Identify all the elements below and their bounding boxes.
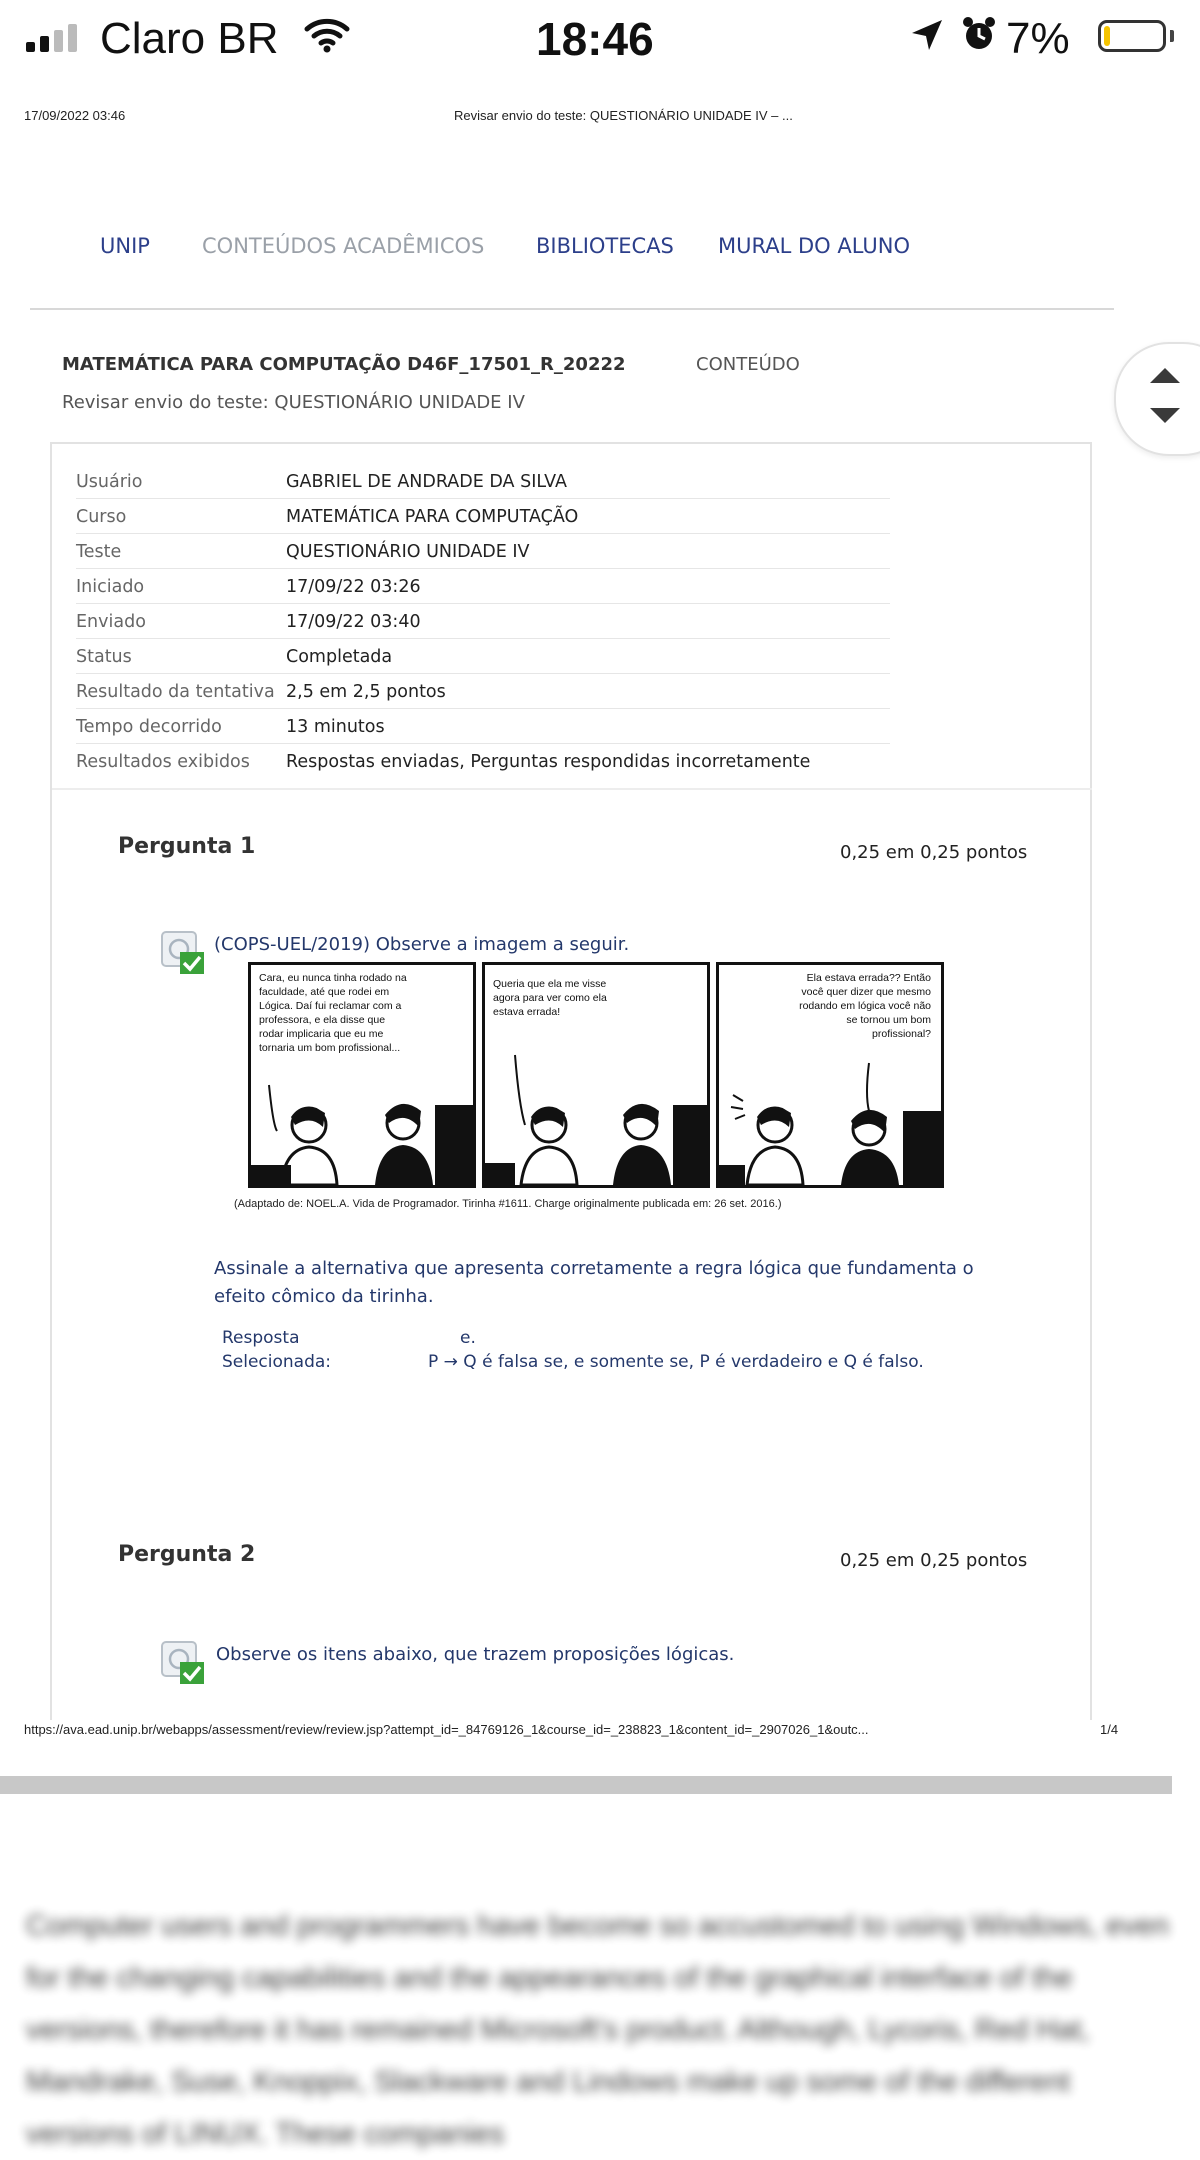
wifi-icon	[304, 16, 350, 59]
info-value: 2,5 em 2,5 pontos	[286, 682, 446, 702]
correct-answer-icon	[160, 930, 206, 976]
comic-strip	[248, 962, 944, 1190]
battery-percent: 7%	[1006, 14, 1070, 63]
question-1-prompt-line-1: Assinale a alternativa que apresenta corretamente a regra lógica que fundamenta o	[214, 1258, 974, 1279]
status-bar	[0, 0, 1200, 80]
print-date: 17/09/2022 03:46	[24, 108, 126, 123]
page-number: 1/4	[1100, 1722, 1119, 1737]
info-label: Enviado	[76, 612, 146, 632]
comic-panel-2-text: Queria que ela me visse agora para ver como ela estava errada!	[493, 978, 607, 1018]
comic-figures	[485, 1045, 707, 1185]
info-label: Iniciado	[76, 577, 145, 597]
top-navigation	[0, 234, 1200, 264]
info-label: Curso	[76, 507, 127, 527]
info-row	[76, 569, 890, 604]
battery-tip	[1170, 30, 1174, 42]
info-row	[76, 639, 890, 674]
scroll-up-icon[interactable]	[1150, 368, 1180, 383]
nav-conteudos-academicos[interactable]: CONTEÚDOS ACADÊMICOS	[202, 234, 485, 258]
nav-divider	[30, 308, 1114, 310]
info-value: Completada	[286, 647, 393, 667]
comic-panel-3-text: Ela estava errada?? Então você quer dizer que mesmo rodando em lógica você não se tornou um bom profissional?	[799, 972, 931, 1040]
info-value: 17/09/22 03:40	[286, 612, 421, 632]
info-row	[76, 709, 890, 744]
info-value: Respostas enviadas, Perguntas respondidas incorretamente	[286, 752, 811, 772]
comic-panel-2	[482, 962, 710, 1188]
next-page-blurred-text: Computer users and programmers have become so accustomed to using Windows, even for the changing capabilities and the appearances of the graphical interface of the versions, therefore it has remained Microsoft's product. Although, Lycoris, Red Hat, Mandrake, Suse, Knoppix, Slackware and Lindows make up some of the different versions of LINUX. These companies	[26, 1910, 1169, 2150]
clock-time: 18:46	[536, 13, 654, 65]
question-1-prompt-line-2: efeito cômico da tirinha.	[214, 1286, 434, 1307]
correct-answer-icon	[160, 1640, 206, 1686]
question-2-points: 0,25 em 0,25 pontos	[840, 1550, 1028, 1571]
location-arrow-icon	[908, 16, 946, 59]
print-title: Revisar envio do teste: QUESTIONÁRIO UNIDADE IV – ...	[454, 108, 793, 123]
comic-caption: (Adaptado de: NOEL.A. Vida de Programador. Tirinha #1611. Charge originalmente publicada em: 26 set. 2016.)	[234, 1198, 782, 1210]
page-url: https://ava.ead.unip.br/webapps/assessment/review/review.jsp?attempt_id=_84769126_1&course_id=_238823_1&content_id=_2907026_1&outc...	[24, 1722, 869, 1737]
info-value: MATEMÁTICA PARA COMPUTAÇÃO	[286, 507, 579, 527]
info-value: QUESTIONÁRIO UNIDADE IV	[286, 542, 530, 562]
signal-icon	[26, 24, 77, 52]
nav-mural-do-aluno[interactable]: MURAL DO ALUNO	[718, 234, 910, 258]
info-value: 13 minutos	[286, 717, 385, 737]
scroll-widget	[1114, 342, 1200, 456]
info-row	[76, 464, 890, 499]
question-1-intro: (COPS-UEL/2019) Observe a imagem a seguir.	[214, 934, 630, 955]
comic-panel-1	[248, 962, 476, 1188]
breadcrumb: Revisar envio do teste: QUESTIONÁRIO UNIDADE IV	[62, 392, 525, 413]
info-label: Usuário	[76, 472, 143, 492]
answer-label-resposta: Resposta	[222, 1328, 300, 1348]
carrier-name: Claro BR	[100, 14, 279, 63]
comic-figures	[719, 1055, 941, 1185]
info-label: Tempo decorrido	[76, 717, 222, 737]
scroll-down-icon[interactable]	[1150, 408, 1180, 423]
info-label: Resultado da tentativa	[76, 682, 275, 702]
nav-bibliotecas[interactable]: BIBLIOTECAS	[536, 234, 674, 258]
comic-panel-1-text: Cara, eu nunca tinha rodado na faculdade, até que rodei em Lógica. Daí fui reclamar com a professora, e ela disse que rodar implicaria que eu me tornaria um bom profissional...	[259, 972, 407, 1054]
question-1-title: Pergunta 1	[118, 834, 256, 859]
question-1-points: 0,25 em 0,25 pontos	[840, 842, 1028, 863]
answer-letter: e.	[460, 1328, 476, 1348]
info-row	[76, 744, 890, 778]
course-title: MATEMÁTICA PARA COMPUTAÇÃO D46F_17501_R_20222	[62, 354, 626, 375]
info-row	[76, 674, 890, 709]
alarm-icon	[960, 14, 998, 59]
info-row	[76, 499, 890, 534]
info-value: GABRIEL DE ANDRADE DA SILVA	[286, 472, 567, 492]
comic-panel-3	[716, 962, 944, 1188]
info-value: 17/09/22 03:26	[286, 577, 421, 597]
info-label: Resultados exibidos	[76, 752, 250, 772]
info-label: Teste	[76, 542, 122, 562]
question-2-title: Pergunta 2	[118, 1542, 256, 1567]
info-row	[76, 534, 890, 569]
answer-text: P → Q é falsa se, e somente se, P é verdadeiro e Q é falso.	[428, 1352, 924, 1372]
battery-level-fill	[1104, 26, 1110, 46]
battery-icon	[1098, 20, 1166, 52]
attempt-info-table	[76, 464, 890, 778]
nav-unip[interactable]: UNIP	[100, 234, 150, 258]
page-divider	[0, 1776, 1172, 1794]
comic-figures	[251, 1065, 473, 1185]
section-divider	[52, 788, 1092, 790]
info-row	[76, 604, 890, 639]
info-label: Status	[76, 647, 132, 667]
answer-label-selecionada: Selecionada:	[222, 1352, 332, 1372]
content-link[interactable]: CONTEÚDO	[696, 354, 800, 375]
question-2-intro: Observe os itens abaixo, que trazem proposições lógicas.	[216, 1644, 735, 1665]
